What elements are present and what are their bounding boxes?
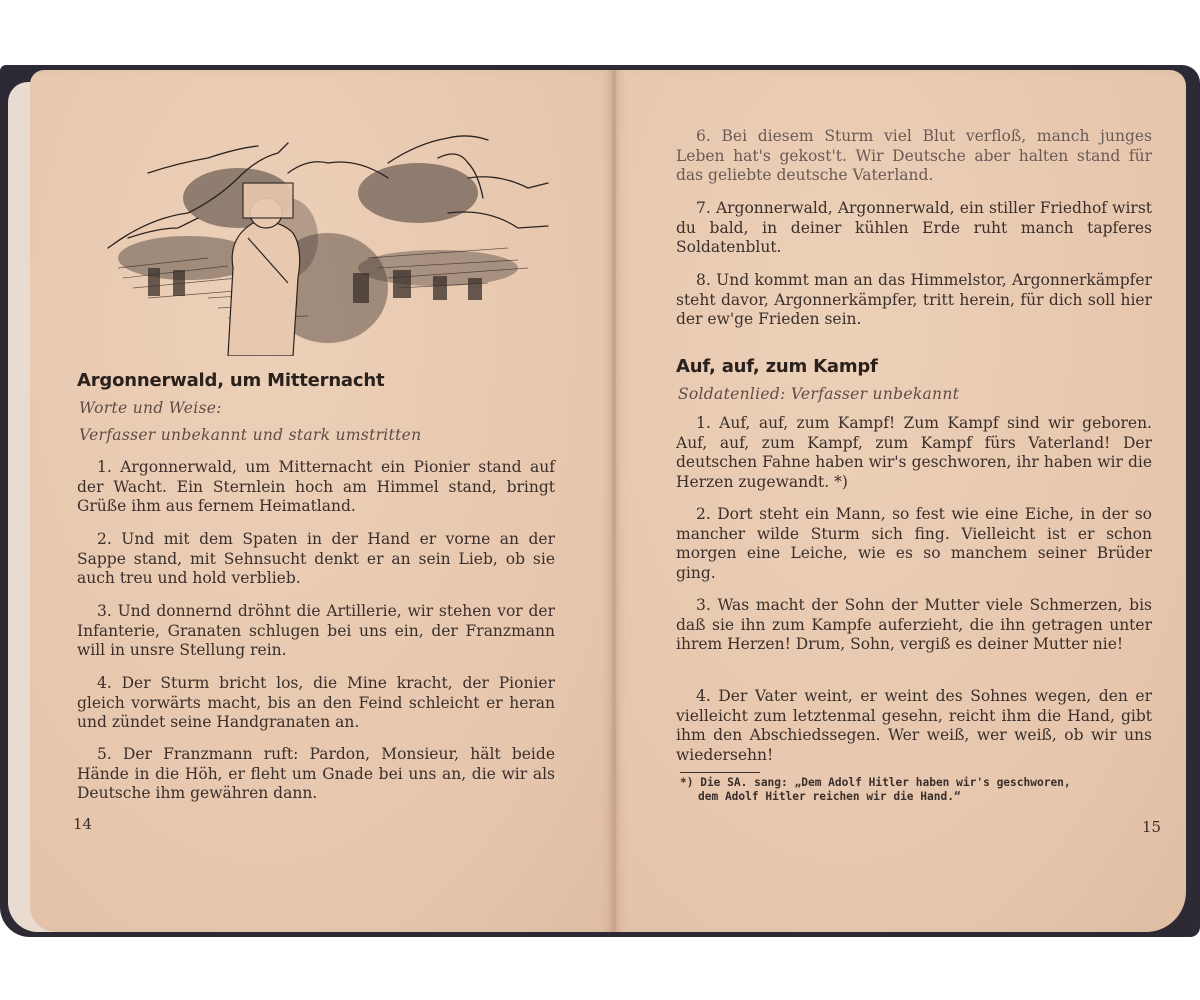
page-number-right: 15 bbox=[1142, 818, 1162, 836]
verse: 8. Und kommt man an das Himmelstor, Argonnerkämpfer steht davor, Argonnerkämpfer, tritt herein, für dich soll hier der ew'ge Frieden sein. bbox=[676, 271, 1152, 328]
footnote-line: dem Adolf Hitler reichen wir die Hand.“ bbox=[698, 790, 961, 803]
verse: 1. Argonnerwald, um Mitternacht ein Pionier stand auf der Wacht. Ein Sternlein hoch am Himmel stand, bringt Grüße ihm aus fernem Heimatland. bbox=[77, 458, 555, 515]
verse: 4. Der Vater weint, er weint des Sohnes wegen, den er vielleicht zum letztenmal gesehn, reicht ihm die Hand, gibt ihm den Abschiedssegen. Wer weiß, wer weiß, ob wir uns wiedersehn! bbox=[676, 687, 1152, 764]
song-title-argonnerwald: Argonnerwald, um Mitternacht bbox=[77, 370, 385, 391]
verse: 6. Bei diesem Sturm viel Blut verfloß, manch junges Leben hat's gekost't. Wir Deutsche aber halten stand für das geliebte deutsche Vaterland. bbox=[676, 127, 1152, 184]
song-title-auf-zum-kampf: Auf, auf, zum Kampf bbox=[676, 356, 878, 377]
song-subtitle: Worte und Weise: bbox=[79, 399, 222, 417]
trench-illustration-image bbox=[88, 118, 558, 356]
footnote-line: *) Die SA. sang: „Dem Adolf Hitler haben wir's geschworen, bbox=[680, 776, 1071, 789]
verse: 3. Und donnernd dröhnt die Artillerie, wir stehen vor der Infanterie, Granaten schlugen bei uns ein, der Franzmann will in unsre Stellung rein. bbox=[77, 602, 555, 659]
verse: 2. Und mit dem Spaten in der Hand er vorne an der Sappe stand, mit Sehnsucht denkt er an sein Lieb, ob sie auch treu und hold verblieb. bbox=[77, 530, 555, 587]
footnote-divider bbox=[680, 772, 760, 773]
verse: 3. Was macht der Sohn der Mutter viele Schmerzen, bis daß sie ihn zum Kampfe auferzieht, die ihn getragen unter ihrem Herzen! Drum, Sohn, vergiß es deiner Mutter nie! bbox=[676, 596, 1152, 653]
verse: 2. Dort steht ein Mann, so fest wie eine Eiche, in der so mancher wilde Sturm sich fing. Vielleicht ist er schon morgen eine Leiche, wie es so manchem seiner Brüder ging. bbox=[676, 505, 1152, 582]
song-subtitle: Soldatenlied: Verfasser unbekannt bbox=[678, 385, 960, 403]
page-number-left: 14 bbox=[73, 815, 93, 833]
footnote bbox=[680, 776, 1152, 804]
verse: 5. Der Franzmann ruft: Pardon, Monsieur, hält beide Hände in die Höh, er fleht um Gnade bei uns an, die wir als Deutsche ihm gewähren dann. bbox=[77, 745, 555, 802]
verse: 1. Auf, auf, zum Kampf! Zum Kampf sind wir geboren. Auf, auf, zum Kampf, zum Kampf fürs Vaterland! Der deutschen Fahne haben wir's geschworen, ihr haben wir die Herzen zugewandt. *) bbox=[676, 414, 1152, 491]
book-gutter bbox=[612, 70, 616, 932]
verse: 7. Argonnerwald, Argonnerwald, ein stiller Friedhof wirst du bald, in deiner kühlen Erde ruht manch tapferes Soldatenblut. bbox=[676, 199, 1152, 256]
verse: 4. Der Sturm bricht los, die Mine kracht, der Pionier gleich vorwärts macht, bis an den Feind schleicht er heran und zündet seine Handgranaten an. bbox=[77, 674, 555, 731]
song-subtitle: Verfasser unbekannt und stark umstritten bbox=[79, 426, 422, 444]
